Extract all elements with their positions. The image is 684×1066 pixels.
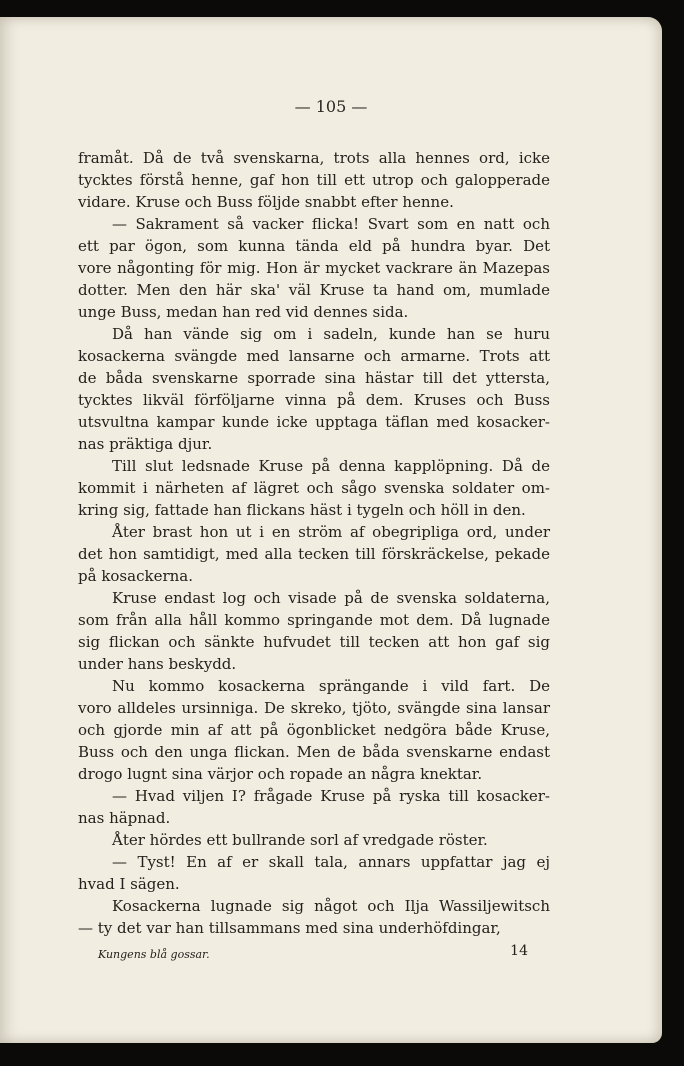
text-line: Då han vände sig om i sadeln, kunde han se huru	[112, 325, 550, 343]
text-line: Åter hördes ett bullrande sorl af vredgade röster.	[112, 831, 488, 849]
text-line: Till slut ledsnade Kruse på denna kapplöpning. Då de	[112, 457, 550, 475]
text-line: ett par ögon, som kunna tända eld på hundra byar. Det	[78, 237, 550, 255]
text-line: Nu kommo kosackerna sprängande i vild fart. De	[112, 677, 550, 695]
text-line: vore någonting för mig. Hon är mycket vackrare än Mazepas	[78, 259, 550, 277]
text-line: dotter. Men den här ska' väl Kruse ta hand om, mumlade	[78, 281, 550, 299]
text-line: som från alla håll kommo springande mot dem. Då lugnade	[78, 611, 550, 629]
text-line: tycktes likväl förföljarne vinna på dem. Kruses och Buss	[78, 391, 550, 409]
sheet-number: 14	[510, 943, 528, 959]
text-line: kosackerna svängde med lansarne och armarne. Trots att	[78, 347, 550, 365]
text-line: sig flickan och sänkte hufvudet till tecken att hon gaf sig	[78, 633, 550, 651]
signature-mark: Kungens blå gossar.	[98, 948, 210, 961]
text-line: under hans beskydd.	[78, 655, 237, 673]
text-line: framåt. Då de två svenskarna, trots alla hennes ord, icke	[78, 149, 550, 167]
text-line: Kosackerna lugnade sig något och Ilja Wassiljewitsch	[112, 897, 550, 915]
text-line: — Hvad viljen I? frågade Kruse på ryska till kosacker-	[112, 787, 550, 805]
page-footer	[98, 943, 528, 962]
text-line: och gjorde min af att på ögonblicket nedgöra både Kruse,	[78, 721, 550, 739]
text-line: kring sig, fattade han flickans häst i tygeln och höll in den.	[78, 501, 526, 519]
text-line: på kosackerna.	[78, 567, 193, 585]
text-line: de båda svenskarne sporrade sina hästar till det yttersta,	[78, 369, 550, 387]
text-line: Kruse endast log och visade på de svenska soldaterna,	[112, 589, 550, 607]
book-page	[0, 17, 662, 1043]
text-line: — Tyst! En af er skall tala, annars uppfattar jag ej	[112, 853, 550, 871]
text-line: kommit i närheten af lägret och sågo svenska soldater om-	[78, 479, 550, 497]
text-line: det hon samtidigt, med alla tecken till förskräckelse, pekade	[78, 545, 550, 563]
text-line: nas präktiga djur.	[78, 435, 213, 453]
page-number: — 105 —	[294, 97, 368, 116]
text-line: tycktes förstå henne, gaf hon till ett utrop och galopperade	[78, 171, 550, 189]
text-line: Buss och den unga flickan. Men de båda svenskarne endast	[78, 743, 550, 761]
text-line: nas häpnad.	[78, 809, 171, 827]
text-line: — ty det var han tillsammans med sina underhöfdingar,	[78, 919, 501, 937]
text-line: — Sakrament så vacker flicka! Svart som en natt och	[112, 215, 550, 233]
text-line: Åter brast hon ut i en ström af obegripliga ord, under	[112, 523, 550, 541]
text-line: voro alldeles ursinniga. De skreko, tjöto, svängde sina lansar	[78, 699, 550, 717]
text-line: hvad I sägen.	[78, 875, 180, 893]
body-text	[78, 147, 550, 939]
text-line: utsvultna kampar kunde icke upptaga täflan med kosacker-	[78, 413, 550, 431]
text-line: drogo lugnt sina värjor och ropade an några knektar.	[78, 765, 483, 783]
text-line: unge Buss, medan han red vid dennes sida.	[78, 303, 409, 321]
text-line: vidare. Kruse och Buss följde snabbt efter henne.	[78, 193, 454, 211]
